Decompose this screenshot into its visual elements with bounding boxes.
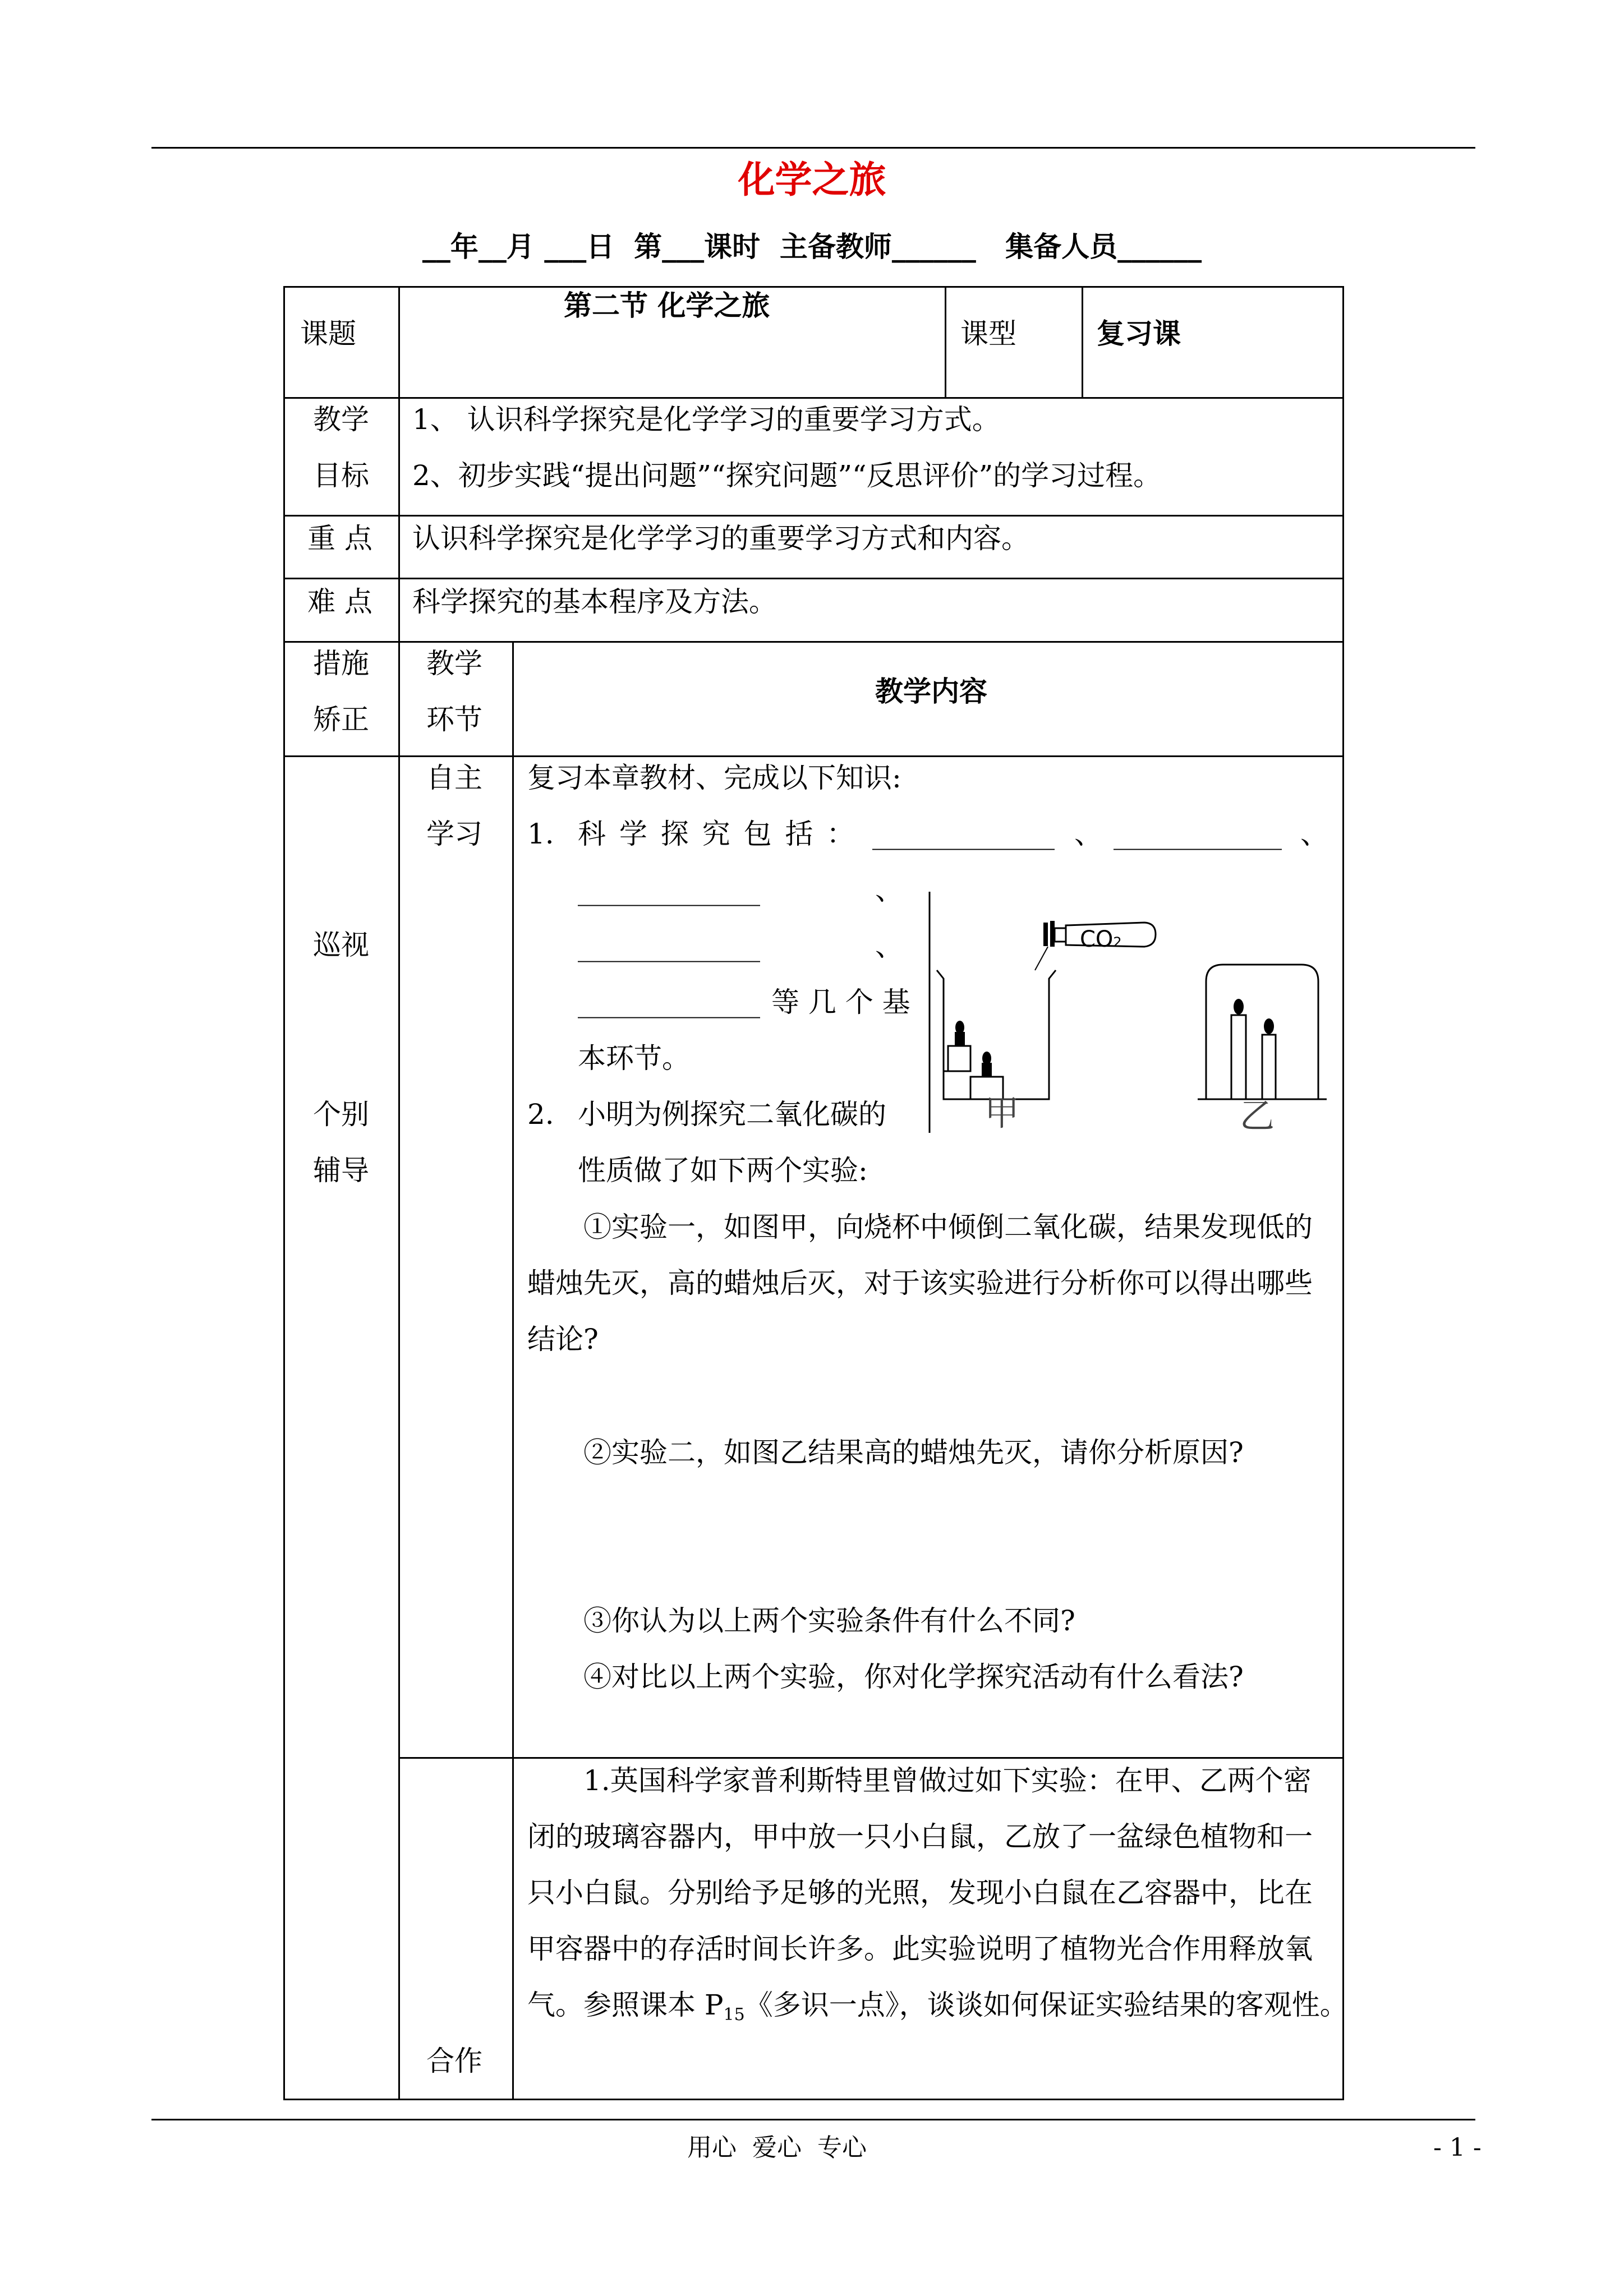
q1-number: 1. [527, 818, 554, 850]
footer-motto: 用心 爱心 专心 [687, 2133, 867, 2162]
side-guidance: 辅导 [313, 1154, 369, 1187]
q2-text: 小明为例探究二氧化碳的 [578, 1098, 886, 1131]
type-value: 复习课 [1097, 317, 1181, 350]
goals-label-1: 教学 [313, 403, 369, 436]
coop-line-2: 闭的玻璃容器内，甲中放一只小白鼠，乙放了一盆绿色植物和一 [527, 1820, 1313, 1853]
exp1-line-2: 蜡烛先灭，高的蜡烛后灭，对于该实验进行分析你可以得出哪些 [527, 1267, 1313, 1299]
q1-comma-3: 、 [875, 874, 903, 906]
q2-number: 2. [527, 1098, 554, 1131]
q1-comma-2: 、 [1300, 818, 1328, 850]
measures-label-1: 措施 [313, 647, 369, 680]
q1-blank-2: ____________ [1114, 818, 1282, 850]
side-individual: 个别 [313, 1098, 369, 1131]
co2-label: CO2 [1080, 926, 1122, 952]
exp2: ②实验二，如图乙结果高的蜡烛先灭，请你分析原因? [583, 1436, 1244, 1469]
q1-blank-3: _____________ [578, 874, 760, 906]
side-patrol: 巡视 [313, 929, 369, 961]
key-value: 认识科学探究是化学学习的重要学习方式和内容。 [412, 522, 1029, 555]
measures-label-2: 矫正 [313, 703, 369, 736]
q1-end: 等 几 个 基 [771, 986, 910, 1018]
content-intro: 复习本章教材、完成以下知识: [527, 762, 901, 794]
experiment-diagram [920, 886, 1341, 1155]
stage-label-1: 教学 [426, 647, 482, 680]
q1-comma-1: 、 [1074, 818, 1102, 850]
exp4: ④对比以上两个实验，你对化学探究活动有什么看法? [583, 1661, 1244, 1693]
key-label: 重 点 [307, 522, 372, 555]
coop-line-1: 1.英国科学家普利斯特里曾做过如下实验：在甲、乙两个密 [583, 1764, 1312, 1797]
difficulty-value: 科学探究的基本程序及方法。 [412, 585, 777, 618]
goals-label-2: 目标 [313, 459, 369, 492]
coop-line-4: 甲容器中的存活时间长许多。此实验说明了植物光合作用释放氧 [527, 1933, 1313, 1965]
exp1-line-1: ①实验一，如图甲，向烧杯中倾倒二氧化碳，结果发现低的 [583, 1211, 1313, 1243]
exp3: ③你认为以上两个实验条件有什么不同? [583, 1605, 1075, 1637]
exp1-line-3: 结论? [527, 1323, 599, 1356]
figure-label-yi: 乙 [1240, 1095, 1275, 1136]
goal-1: 1、 认识科学探究是化学学习的重要学习方式。 [412, 403, 1000, 436]
q2-text-2: 性质做了如下两个实验: [578, 1154, 868, 1187]
q1-blank-1: _____________ [872, 818, 1055, 850]
difficulty-label: 难 点 [307, 585, 372, 618]
q1-blank-5: _____________ [578, 986, 760, 1018]
content-header: 教学内容 [875, 675, 987, 708]
q1-blank-4: _____________ [578, 930, 760, 962]
topic-label: 课题 [300, 317, 356, 350]
header-rule [151, 147, 1475, 149]
stage-self-2: 学习 [426, 818, 482, 850]
page-number: - 1 - [1433, 2133, 1482, 2162]
goal-2: 2、初步实践“提出问题”“探究问题”“反思评价”的学习过程。 [412, 459, 1162, 492]
q1-end-2: 本环节。 [578, 1042, 690, 1075]
stage-label-2: 环节 [426, 703, 482, 736]
q1-text: 科 学 探 究 包 括 ： [578, 818, 857, 850]
stage-coop: 合作 [426, 2045, 482, 2077]
topic-value: 第二节 化学之旅 [564, 289, 770, 322]
footer-rule [151, 2119, 1475, 2120]
figure-label-jia: 甲 [984, 1092, 1020, 1133]
q1-comma-4: 、 [875, 930, 903, 962]
page-title: 化学之旅 [738, 158, 886, 201]
coop-line-5: 气。参照课本 $P_{15}$《多识一点》，谈谈如何保证实验结果的客观性。 [527, 1989, 1348, 2025]
type-label: 课型 [960, 317, 1016, 350]
page-subtitle: __年__月 ___日 第___课时 主备教师______ 集备人员______ [422, 230, 1202, 263]
stage-self-1: 自主 [426, 762, 482, 794]
coop-line-3: 只小白鼠。分别给予足够的光照，发现小白鼠在乙容器中，比在 [527, 1877, 1313, 1909]
